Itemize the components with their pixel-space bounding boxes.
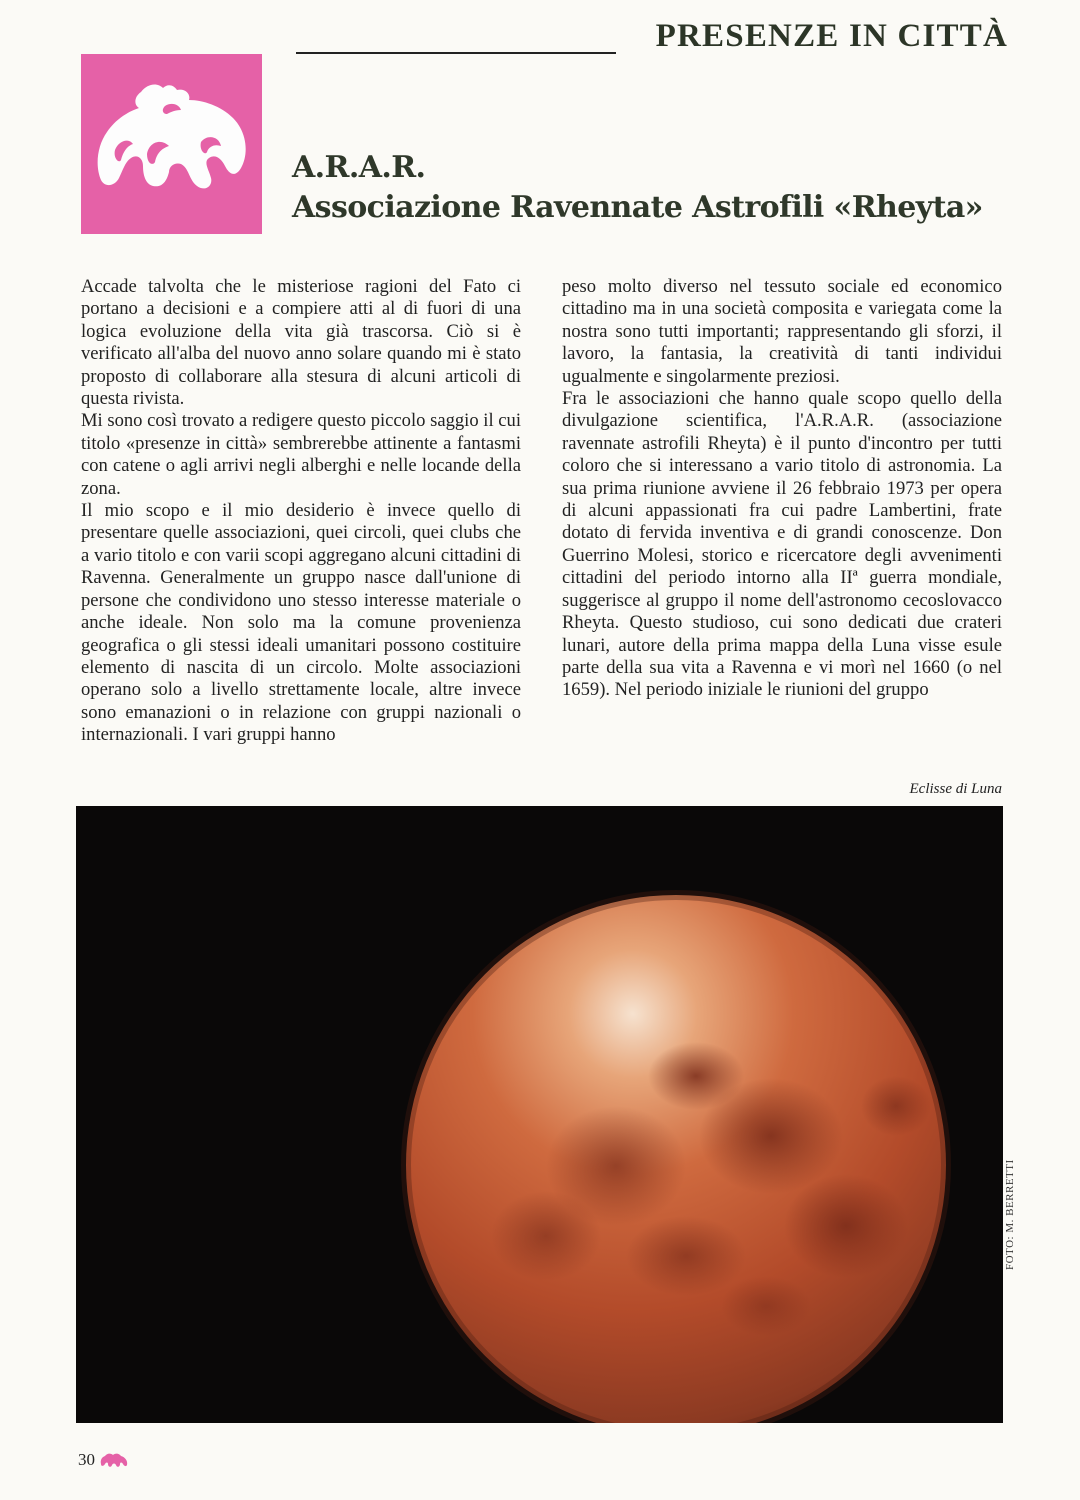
eclipse-photo (76, 806, 1003, 1423)
paragraph: Il mio scopo e il mio desiderio è invece quello di presentare quelle associazioni, quei circoli, quei clubs che a vario titolo e con varii scopi aggregano alcuni cittadini di Ravenna. Generalmente un gruppo nasce dall'unione di persone che condividono uno stesso interesse materiale o anche ideale. Non solo ma la comune provenienza geografica o gli stessi ideali umanitari possono costituire elemento di nascita di un circolo. Molte associazioni operano solo a livello strettamente locale, altre invece sono emanazioni o in relazione con gruppi nazionali o internazionali. I vari gruppi hanno (81, 500, 521, 746)
photo-caption: Eclisse di Luna (909, 781, 1002, 797)
page-footer (78, 1450, 129, 1470)
header-rule (296, 52, 616, 54)
paragraph: Accade talvolta che le misteriose ragioni del Fato ci portano a decisioni e a compiere atti al di fuori di una logica evoluzione della vita già trascorsa. Ciò si è verificato all'alba del nuovo anno solare quando mi è stato proposto di collaborare alla stesura di alcuni articoli di questa rivista. (81, 276, 521, 410)
article-title-acronym: A.R.A.R. (292, 150, 426, 185)
lunar-eclipse-moon-image (76, 806, 1003, 1423)
section-title: PRESENZE IN CITTÀ (655, 18, 1008, 54)
paragraph: Fra le associazioni che hanno quale scopo quello della divulgazione scientifica, l'A.R.A.R. (associazione ravennate astrofili Rheyta) è il punto d'incontro per tutti coloro che si interessano a vario titolo di astronomia. La sua prima riunione avviene il 26 febbraio 1973 per opera di alcuni appassionati fra cui padre Lambertini, frate dotato di fervida inventiva e di grandi conoscenze. Don Guerrino Molesi, storico e ricercatore degli avvenimenti cittadini del periodo intorno alla IIª guerra mondiale, suggerisce al gruppo il nome dell'astronomo cecoslovacco Rheyta. Questo studioso, cui sono dedicati due crateri lunari, autore della prima mappa della Luna visse esule parte della sua vita a Ravenna e vi morì nel 1660 (o nel 1659). Nel periodo iniziale le riunioni del gruppo (562, 388, 1002, 701)
creature-logo-small-icon (99, 1451, 129, 1469)
stylized-creature-logo-icon (81, 54, 262, 234)
paragraph: peso molto diverso nel tessuto sociale ed economico cittadino ma in una società composita e variegata come la nostra sono tutti importanti; rappresentando gli sforzi, il lavoro, la fantasia, la creatività di tanti individui ugualmente e singolarmente preziosi. (562, 276, 1002, 387)
text-column-left (81, 276, 521, 747)
photo-credit: FOTO: M. BERRETTI (1004, 1159, 1016, 1270)
paragraph: Mi sono così trovato a redigere questo piccolo saggio il cui titolo «presenze in città» sembrerebbe attinente a fantasmi con catene o agli arrivi negli alberghi e nelle locande della zona. (81, 410, 521, 499)
page-number: 30 (78, 1450, 95, 1469)
article-title-full: Associazione Ravennate Astrofili «Rheyta» (292, 190, 983, 225)
article-title (292, 148, 983, 228)
text-column-right (562, 276, 1002, 702)
logo-box (81, 54, 262, 234)
